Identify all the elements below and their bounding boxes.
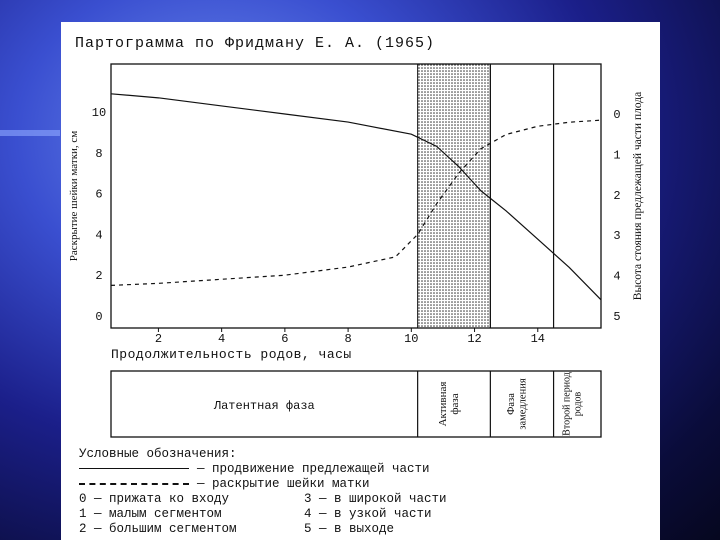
y-right-axis-label: Высота стояния предлежащей части плода [632, 91, 644, 301]
x-axis-label: Продолжительность родов, часы [111, 347, 352, 362]
x-tick-label-4: 10 [404, 332, 419, 346]
active-phase-band [418, 64, 491, 328]
x-tick-label-2: 6 [281, 332, 289, 346]
background-streak [0, 130, 60, 136]
y-left-tick-label-2: 4 [95, 228, 103, 243]
y-left-tick-label-5: 10 [91, 106, 107, 120]
x-tick-label-0: 2 [154, 332, 163, 346]
legend-heading: Условные обозначения: [79, 447, 237, 461]
legend-right-0: 3 — в широкой части [304, 492, 447, 506]
y-right-tick-label-0: 0 [613, 108, 621, 122]
y-left-axis-label: Раскрытие шейки матки, см [68, 130, 80, 262]
legend-row-1 [79, 492, 654, 507]
legend-left-0: 0 — прижата ко входу [79, 492, 230, 506]
x-tick-label-3: 8 [344, 332, 352, 346]
legend-dashed-sample [79, 483, 189, 485]
legend-left-2: 2 — большим сегментом [79, 522, 237, 536]
x-tick-label-6: 14 [530, 332, 545, 346]
phase-second-period-label: Второй периодродов [561, 372, 584, 436]
x-tick-label-5: 12 [467, 332, 482, 346]
slide [61, 22, 660, 540]
y-right-tick-label-2: 2 [613, 188, 621, 203]
chart-title: Партограмма по Фридману Е. А. (1965) [75, 35, 436, 52]
legend-dashed-row [79, 477, 654, 492]
y-left-tick-label-3: 6 [95, 187, 103, 202]
y-left-tick-label-1: 2 [95, 269, 103, 284]
y-right-tick-label-5: 5 [613, 310, 621, 324]
legend-right-2: 5 — в выходе [304, 522, 395, 536]
legend-solid-text: — продвижение предлежащей части [197, 462, 430, 476]
y-left-tick-label-0: 0 [95, 310, 103, 324]
legend-left-1: 1 — малым сегментом [79, 507, 222, 521]
legend-right-1: 4 — в узкой части [304, 507, 432, 521]
series-line-1 [111, 120, 601, 285]
y-right-tick-label-4: 4 [613, 269, 621, 284]
legend-solid-sample [79, 468, 189, 469]
x-tick-label-1: 4 [218, 332, 226, 346]
series-line-0 [111, 94, 601, 300]
legend-solid-row [79, 462, 654, 477]
y-left-tick-label-4: 8 [95, 146, 103, 161]
phase-deceleration-label: Фазазамедления [505, 378, 529, 430]
legend-dashed-text: — раскрытие шейки матки [197, 477, 370, 491]
legend [79, 447, 654, 537]
plot-frame [111, 64, 601, 328]
phase-active-label: Активнаяфаза [437, 381, 461, 427]
y-right-tick-label-1: 1 [613, 148, 621, 163]
legend-row-3 [79, 522, 654, 537]
phase-latent-label: Латентная фаза [213, 399, 315, 413]
y-right-tick-label-3: 3 [613, 229, 621, 244]
legend-row-2 [79, 507, 654, 522]
